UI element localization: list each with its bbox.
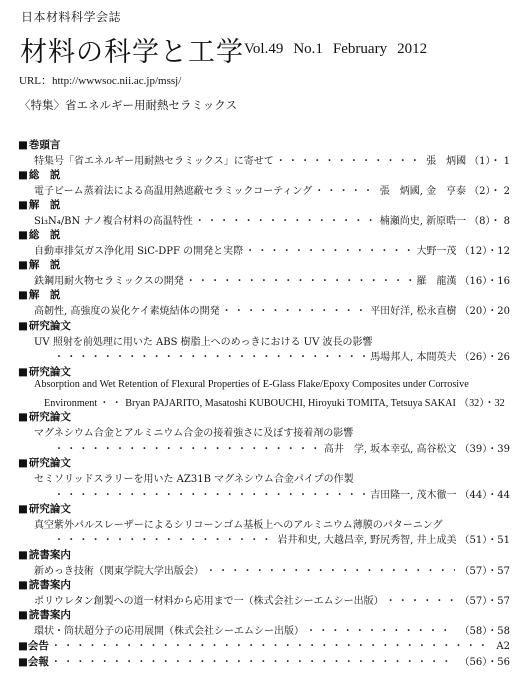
number: No.1	[293, 41, 323, 57]
category-label: ■ 読書案内	[18, 607, 71, 622]
leader-dots	[314, 182, 378, 197]
entry-title: 自動車排気ガス浄化用 SiC-DPF の開発と実際	[34, 246, 244, 257]
leader-dots	[245, 242, 414, 257]
issue-info	[244, 41, 427, 58]
entry-authors: 馬場邦人, 本間英夫	[370, 352, 457, 363]
leader-dots	[54, 531, 275, 546]
entry-pages: （57）・57	[459, 596, 510, 607]
entry-title: 環状・筒状超分子の応用展開（株式会社シーエムシー出版）	[34, 626, 304, 637]
toc-entry[interactable]	[34, 272, 510, 286]
volume: Vol.49	[244, 41, 284, 57]
entry-pages: （57）・57	[459, 566, 510, 577]
toc-entry[interactable]	[34, 592, 510, 606]
category-label: ■ 解 説	[18, 197, 60, 212]
leader-dots	[206, 562, 455, 577]
entry-authors: 楠瀬尚史, 新原晧一	[379, 216, 467, 227]
toc-entry[interactable]	[34, 348, 510, 362]
toc-entry[interactable]	[34, 562, 510, 576]
year: 2012	[397, 41, 428, 57]
category-label: ■ 研究論文	[18, 318, 71, 333]
toc-entry[interactable]	[44, 394, 510, 408]
entry-title: 鉄鋼用耐火物セラミックスの開発	[34, 276, 184, 287]
toc-entry[interactable]	[34, 182, 510, 196]
category-label: ■ 解 説	[18, 257, 60, 272]
entry-pages: （8）・ 8	[469, 216, 510, 227]
category-label: ■ 解 説	[18, 287, 60, 302]
entry-authors: 張 炳國	[426, 156, 467, 167]
entry-pages: （39）・39	[459, 444, 510, 455]
journal-title: 材料の科学と工学	[20, 37, 244, 68]
society-name: 日本材料科学会誌	[21, 10, 122, 24]
entry-authors: 羅 龍漢	[416, 276, 457, 287]
toc-entry[interactable]	[34, 212, 510, 226]
entry-authors: 平田好洋, 松永直樹	[370, 306, 457, 317]
entry-pages: （44）・44	[459, 490, 510, 501]
category-label: ■ 総 説	[18, 227, 60, 242]
category-label: ■ 読書案内	[18, 547, 71, 562]
entry-pages: （2）・ 2	[469, 186, 510, 197]
leader-dots	[306, 622, 455, 637]
toc-entry[interactable]	[34, 622, 510, 636]
toc-entry[interactable]	[18, 637, 510, 651]
leader-dots	[195, 212, 378, 227]
toc-entry[interactable]	[18, 653, 510, 667]
month: February	[332, 41, 388, 57]
entry-pages: （16）・16	[459, 276, 510, 287]
entry-title-continued: Environment	[44, 398, 98, 409]
category-label: ■ 読書案内	[18, 577, 71, 592]
entry-authors: 高井 学, 坂本幸弘, 高谷松文	[323, 444, 457, 455]
leader-dots	[54, 440, 322, 455]
entry-pages: （12）・12	[459, 246, 510, 257]
leader-dots	[51, 637, 491, 652]
entry-pages: （26）・26	[459, 352, 510, 363]
entry-title: 電子ビーム蒸着法による高温用熱遮蔽セラミックコーティング	[34, 186, 313, 197]
entry-title: 新めっき技術（関東学院大学出版会）	[34, 566, 204, 577]
entry-pages: （51）・51	[459, 535, 510, 546]
category-label: ■会報	[18, 656, 49, 668]
leader-dots	[186, 272, 415, 287]
leader-dots	[276, 152, 424, 167]
entry-authors: 岩井和史, 大越昌幸, 野尻秀智, 井上成美	[277, 535, 457, 546]
entry-title[interactable]: マグネシウム合金とアルミニウム合金の接着強さに及ぼす接着剤の影響	[34, 428, 354, 439]
entry-title[interactable]: セミソリッドスラリーを用いた AZ31B マグネシウム合金パイプの作製	[34, 474, 354, 485]
entry-title: ポリウレタン創製への道一材料から応用まで一（株式会社シーエムシー出版）	[34, 596, 384, 607]
special-issue-title: 〈特集〉省エネルギー用耐熱セラミックス	[19, 98, 238, 112]
category-label: ■ 巻頭言	[18, 137, 60, 152]
toc-entry[interactable]	[34, 486, 510, 500]
entry-pages: （58）・58	[459, 626, 510, 637]
category-label: ■ 研究論文	[18, 501, 71, 516]
entry-authors: 大野一茂	[416, 246, 457, 257]
entry-pages: （56）・56	[459, 657, 510, 668]
category-label: ■ 研究論文	[18, 455, 71, 470]
toc-entry[interactable]	[34, 440, 510, 454]
toc-entry[interactable]	[34, 302, 510, 316]
journal-url[interactable]: URL：http://wwwsoc.nii.ac.jp/mssj/	[19, 75, 182, 87]
entry-pages: （32）・32	[458, 398, 505, 409]
toc-entry[interactable]	[34, 152, 510, 166]
entry-authors: 吉田隆一, 茂木徹一	[370, 490, 457, 501]
leader-dots	[99, 394, 123, 409]
entry-title[interactable]: Absorption and Wet Retention of Flexural Properties of E-Glass Flake/Epoxy Composites under Corrosive	[34, 379, 469, 390]
category-label: ■ 研究論文	[18, 409, 71, 424]
entry-title: 特集号「省エネルギー用耐熱セラミックス」に寄せて	[34, 156, 274, 167]
leader-dots	[54, 486, 368, 501]
entry-title[interactable]: 真空紫外パルスレーザーによるシリコーンゴム基板上へのアルミニウム薄膜のパターニング	[34, 520, 443, 531]
leader-dots	[51, 653, 455, 668]
entry-title[interactable]: UV 照射を前処理に用いた ABS 樹脂上へのめっきにおける UV 波長の影響	[34, 337, 373, 348]
leader-dots	[386, 592, 455, 607]
leader-dots	[222, 302, 369, 317]
leader-dots	[54, 348, 368, 363]
category-label: ■会告	[18, 640, 49, 652]
entry-title: 高韌性, 高強度の炭化ケイ素焼結体の開発	[34, 306, 220, 317]
entry-title: Si₃N₄/BN ナノ複合材料の高温特性	[34, 216, 193, 227]
category-label: ■ 研究論文	[18, 364, 71, 379]
toc-entry[interactable]	[34, 242, 510, 256]
entry-pages: （20）・20	[459, 306, 510, 317]
entry-authors: Bryan PAJARITO, Masatoshi KUBOUCHI, Hiroyuki TOMITA, Tetsuya SAKAI	[125, 398, 456, 409]
toc-entry[interactable]	[34, 531, 510, 545]
entry-pages: A2	[496, 641, 510, 652]
entry-pages: （1）・ 1	[469, 156, 510, 167]
category-label: ■ 総 説	[18, 167, 60, 182]
entry-authors: 張 炳國, 金 亨泰	[379, 186, 467, 197]
